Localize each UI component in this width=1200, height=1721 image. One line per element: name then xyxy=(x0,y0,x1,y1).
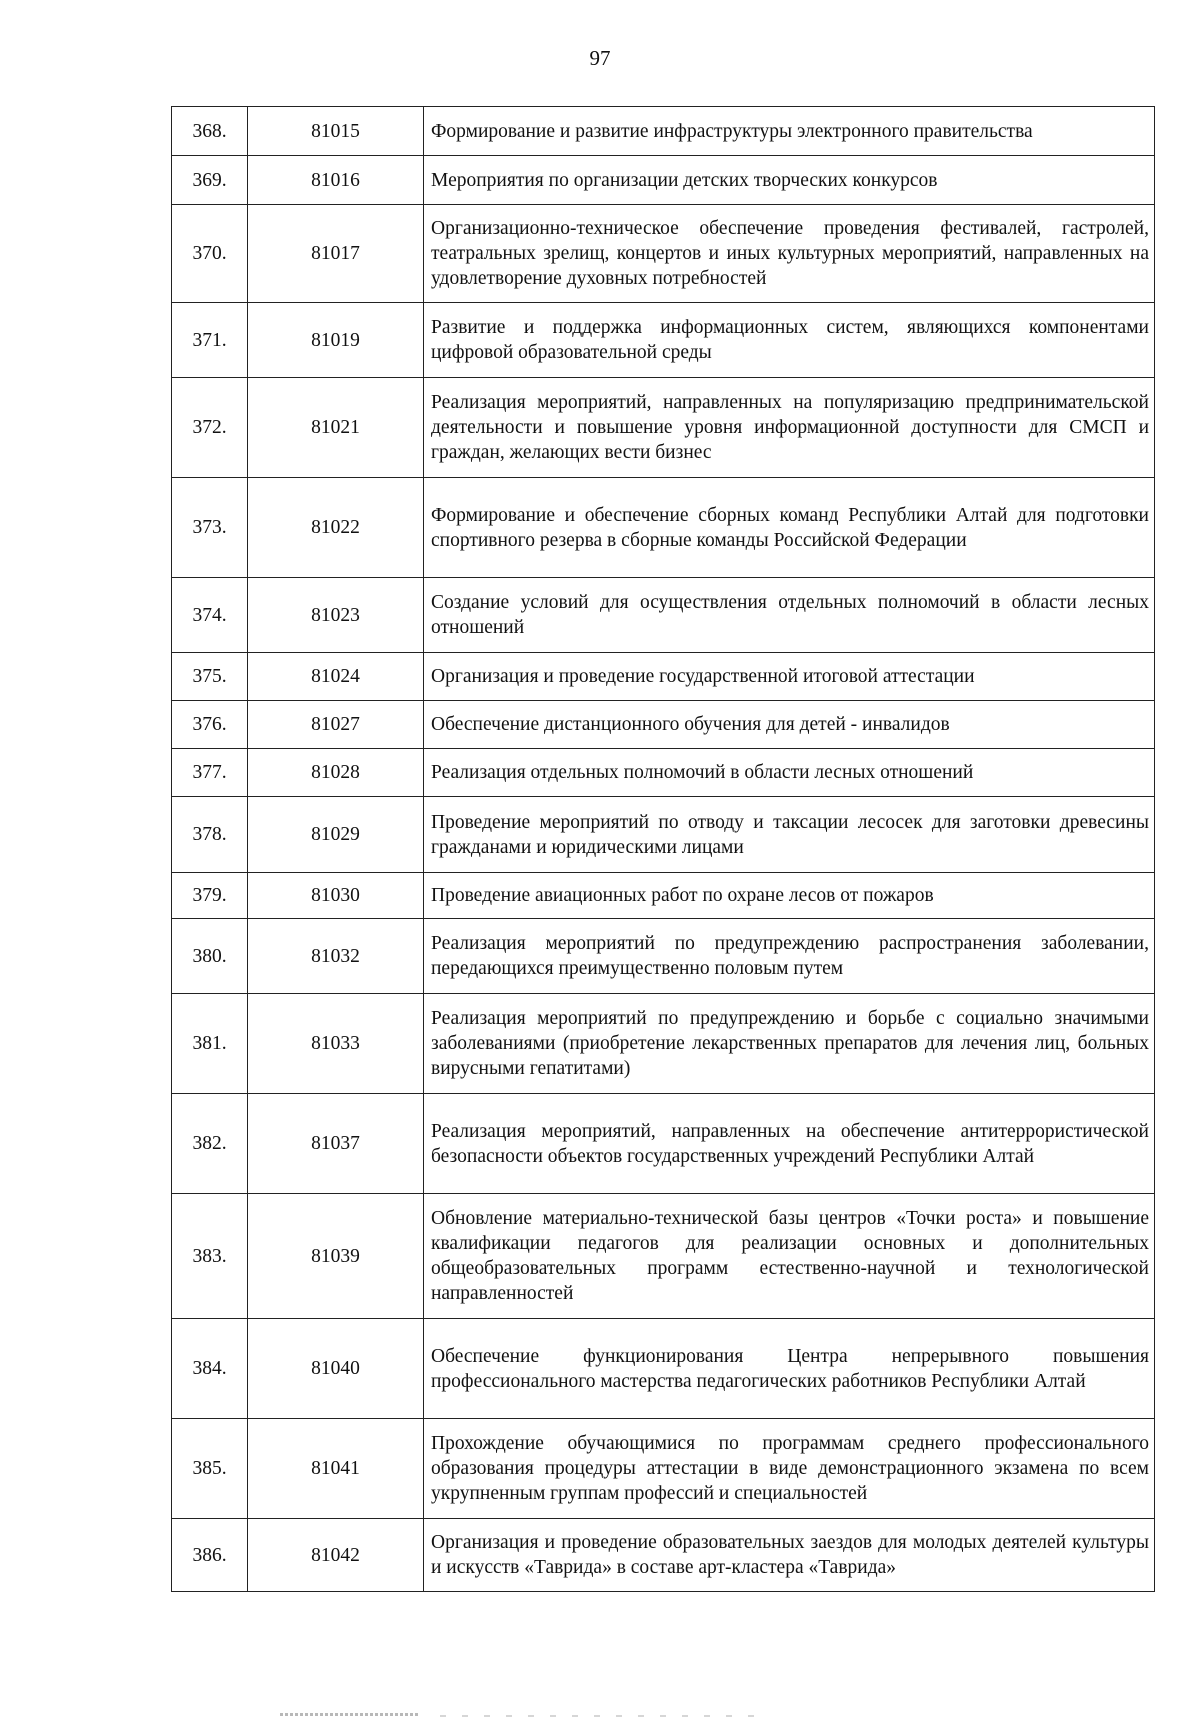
row-number: 376. xyxy=(172,701,248,749)
table-row xyxy=(172,749,1155,797)
table-row xyxy=(172,578,1155,653)
row-code: 81023 xyxy=(248,578,424,653)
row-code: 81029 xyxy=(248,797,424,873)
row-number: 378. xyxy=(172,797,248,873)
table-row xyxy=(172,701,1155,749)
row-number: 374. xyxy=(172,578,248,653)
table-row xyxy=(172,1319,1155,1419)
row-code: 81030 xyxy=(248,873,424,919)
row-number: 379. xyxy=(172,873,248,919)
table-row xyxy=(172,1519,1155,1592)
row-description: Организация и проведение образовательных заездов для молодых деятелей культуры и искусств «Таврида» в составе арт-кластера «Таврида» xyxy=(424,1519,1155,1592)
table-row xyxy=(172,156,1155,205)
table-row xyxy=(172,919,1155,994)
row-description: Мероприятия по организации детских творческих конкурсов xyxy=(424,156,1155,205)
row-number: 386. xyxy=(172,1519,248,1592)
row-number: 380. xyxy=(172,919,248,994)
row-code: 81041 xyxy=(248,1419,424,1519)
row-number: 375. xyxy=(172,653,248,701)
table-row xyxy=(172,107,1155,156)
row-code: 81042 xyxy=(248,1519,424,1592)
row-code: 81024 xyxy=(248,653,424,701)
table-row xyxy=(172,478,1155,578)
row-number: 381. xyxy=(172,994,248,1094)
row-description: Проведение мероприятий по отводу и таксации лесосек для заготовки древесины гражданами и юридическими лицами xyxy=(424,797,1155,873)
table-row xyxy=(172,205,1155,303)
table-row xyxy=(172,653,1155,701)
row-description: Реализация отдельных полномочий в области лесных отношений xyxy=(424,749,1155,797)
row-description: Формирование и обеспечение сборных команд Республики Алтай для подготовки спортивного резерва в сборные команды Российской Федерации xyxy=(424,478,1155,578)
row-code: 81037 xyxy=(248,1094,424,1194)
row-number: 382. xyxy=(172,1094,248,1194)
table-row xyxy=(172,378,1155,478)
row-number: 372. xyxy=(172,378,248,478)
table-row xyxy=(172,303,1155,378)
row-code: 81016 xyxy=(248,156,424,205)
row-code: 81019 xyxy=(248,303,424,378)
row-description: Организационно-техническое обеспечение проведения фестивалей, гастролей, театральных зрелищ, концертов и иных культурных мероприятий, направленных на удовлетворение духовных потребностей xyxy=(424,205,1155,303)
page-number: 97 xyxy=(589,46,611,70)
row-code: 81033 xyxy=(248,994,424,1094)
row-description: Обновление материально-технической базы центров «Точки роста» и повышение квалификации педагогов для реализации основных и дополнительных общеобразовательных программ естественно-научной и технологической направленностей xyxy=(424,1194,1155,1319)
row-description: Развитие и поддержка информационных систем, являющихся компонентами цифровой образовательной среды xyxy=(424,303,1155,378)
row-code: 81039 xyxy=(248,1194,424,1319)
row-description: Реализация мероприятий, направленных на популяризацию предпринимательской деятельности и повышение уровня информационной доступности для СМСП и граждан, желающих вести бизнес xyxy=(424,378,1155,478)
row-description: Обеспечение функционирования Центра непрерывного повышения профессионального мастерства педагогических работников Республики Алтай xyxy=(424,1319,1155,1419)
row-number: 373. xyxy=(172,478,248,578)
row-description: Реализация мероприятий по предупреждению распространения заболевании, передающихся преимущественно половым путем xyxy=(424,919,1155,994)
row-number: 370. xyxy=(172,205,248,303)
row-description: Обеспечение дистанционного обучения для детей - инвалидов xyxy=(424,701,1155,749)
row-description: Прохождение обучающимися по программам среднего профессионального образования процедуры аттестации в виде демонстрационного экзамена по всем укрупненным группам профессий и специальностей xyxy=(424,1419,1155,1519)
table-row xyxy=(172,1419,1155,1519)
table-row xyxy=(172,994,1155,1094)
row-code: 81021 xyxy=(248,378,424,478)
row-number: 383. xyxy=(172,1194,248,1319)
scan-artifact xyxy=(440,1715,760,1717)
table-row xyxy=(172,1194,1155,1319)
row-number: 369. xyxy=(172,156,248,205)
row-description: Реализация мероприятий по предупреждению и борьбе с социально значимыми заболеваниями (приобретение лекарственных препаратов для лечения лиц, больных вирусными гепатитами) xyxy=(424,994,1155,1094)
table-row xyxy=(172,797,1155,873)
row-code: 81027 xyxy=(248,701,424,749)
scan-artifact xyxy=(280,1713,420,1716)
table-row xyxy=(172,1094,1155,1194)
row-description: Реализация мероприятий, направленных на обеспечение антитеррористической безопасности объектов государственных учреждений Республики Алтай xyxy=(424,1094,1155,1194)
row-code: 81015 xyxy=(248,107,424,156)
row-number: 384. xyxy=(172,1319,248,1419)
row-number: 371. xyxy=(172,303,248,378)
row-code: 81032 xyxy=(248,919,424,994)
row-number: 377. xyxy=(172,749,248,797)
document-table-body xyxy=(172,107,1155,1592)
row-code: 81028 xyxy=(248,749,424,797)
table-row xyxy=(172,873,1155,919)
row-description: Создание условий для осуществления отдельных полномочий в области лесных отношений xyxy=(424,578,1155,653)
row-number: 385. xyxy=(172,1419,248,1519)
row-code: 81022 xyxy=(248,478,424,578)
row-code: 81017 xyxy=(248,205,424,303)
row-description: Формирование и развитие инфраструктуры электронного правительства xyxy=(424,107,1155,156)
row-description: Проведение авиационных работ по охране лесов от пожаров xyxy=(424,873,1155,919)
row-code: 81040 xyxy=(248,1319,424,1419)
document-table xyxy=(171,106,1155,1592)
row-description: Организация и проведение государственной итоговой аттестации xyxy=(424,653,1155,701)
row-number: 368. xyxy=(172,107,248,156)
